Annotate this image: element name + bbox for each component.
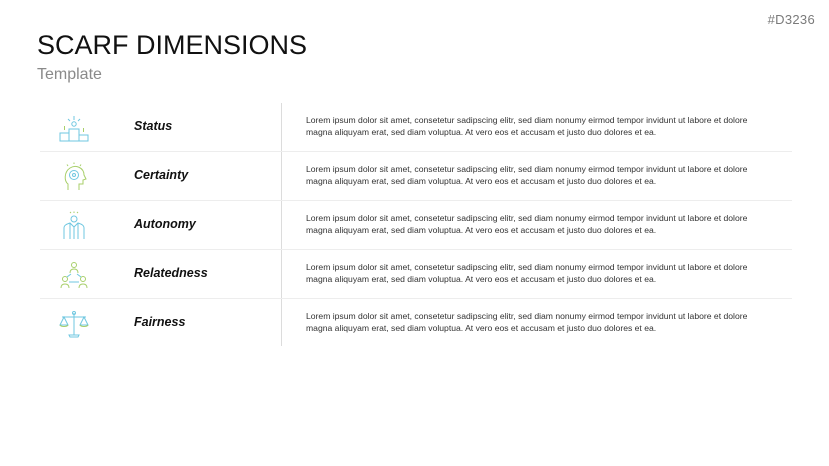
row-description: Lorem ipsum dolor sit amet, consetetur sadipscing elitr, sed diam nonumy eirmod tempor invidunt ut labore et dolore magna aliquyam erat, sed diam voluptua. At vero eos et accusam et justo duo dolores et ea. [306, 262, 748, 284]
row-label: Fairness [134, 315, 186, 329]
table-row-autonomy [40, 201, 792, 250]
scales-icon [58, 309, 90, 339]
podium-icon [58, 113, 90, 143]
dimensions-table [40, 103, 792, 348]
table-row-certainty [40, 152, 792, 201]
people-network-icon [58, 260, 90, 290]
row-description: Lorem ipsum dolor sit amet, consetetur sadipscing elitr, sed diam nonumy eirmod tempor invidunt ut labore et dolore magna aliquyam erat, sed diam voluptua. At vero eos et accusam et justo duo dolores et ea. [306, 213, 748, 235]
brain-head-icon [58, 162, 90, 192]
slide-id: #D3236 [767, 12, 815, 27]
row-label: Autonomy [134, 217, 196, 231]
row-description: Lorem ipsum dolor sit amet, consetetur sadipscing elitr, sed diam nonumy eirmod tempor invidunt ut labore et dolore magna aliquyam erat, sed diam voluptua. At vero eos et accusam et justo duo dolores et ea. [306, 164, 748, 186]
table-row-relatedness [40, 250, 792, 299]
table-row-fairness [40, 299, 792, 348]
row-description: Lorem ipsum dolor sit amet, consetetur sadipscing elitr, sed diam nonumy eirmod tempor invidunt ut labore et dolore magna aliquyam erat, sed diam voluptua. At vero eos et accusam et justo duo dolores et ea. [306, 311, 748, 333]
page-title: SCARF DIMENSIONS [37, 30, 308, 60]
row-description: Lorem ipsum dolor sit amet, consetetur sadipscing elitr, sed diam nonumy eirmod tempor invidunt ut labore et dolore magna aliquyam erat, sed diam voluptua. At vero eos et accusam et justo duo dolores et ea. [306, 115, 748, 137]
page-subtitle: Template [37, 66, 102, 83]
table-row-status [40, 103, 792, 152]
row-label: Certainty [134, 168, 189, 182]
row-label: Status [134, 119, 173, 133]
row-label: Relatedness [134, 266, 208, 280]
person-suit-icon [58, 211, 90, 241]
